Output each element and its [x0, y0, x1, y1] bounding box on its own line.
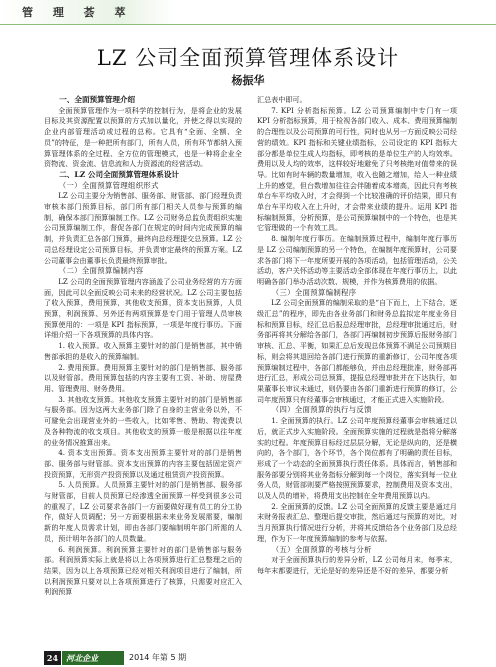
paragraph: 3. 其他收支预算。其他收支预算主要针对的部门是销售部与服务部。因为这两大业务部门除了自身的主营业务以外，不可避免会出现营业外的一些收入，比如零售、赞助、物流费以及各种物流的收支项目。其他收支的预算一般是根据以往年度的业务情况推算出来。: [44, 394, 242, 447]
page-header: [0, 0, 496, 28]
paragraph: 汇总表中即可。: [257, 95, 307, 104]
right-column: [257, 95, 457, 577]
column-name: 管 理 荟 萃: [22, 6, 134, 19]
paragraph: LZ 公司全面预算的编制采取的是“自下而上，上下结合，逐级汇总”的程序，即先由各业务部门和财务总监拟定年度业务目标和预算目标，经汇总后报总经理审批，总经理审批通过后，财务部再将其分解给各部门，各部门再编制初步预算后报财务部门审核、汇总、平衡，如果汇总后发现总体预算不满足公司预期目标，则会将其退回给各部门进行预算的重新修订，公司年度各项预算编制过程中，各部门都能够负，并由总经理批准，财务部再进行汇总，形成公司总预算，提报总经理审批并在下达执行，如果董事长审议未通过，则仍要由各部门重新进行预算的修订，公司年度预算只有经董事会审核通过，才能正式进入实施阶段。: [257, 298, 457, 404]
paragraph: 7. KPI 分析指标预算。LZ 公司预算编制中专门有一项 KPI 分析指标预算，用于检视各部门收入、成本、费用预算编制的合理性以及公司预算的可行性，同时也从另一方面反映公司经营的绩效。KPI 指标和关键业绩指标，公司设定的 KPI 指标大部分都是单位生成人均指标，即考核的是单位生产的人均效率。费用以及人均的效率，这样较好地避免了只考核绝对值带来的误导。比如有时车辆的数量增加，收入也随之增加，给人一种业绩上升的感觉，但台数增加往往会伴随着成本增高，因此只有考核单台车平均收入时，才会得到一个比较准确的评价结果，即只有单台车平均收入在上升时，才会带来业绩的提升。运用 KPI 指标编制预算，分析预算，是公司预算编制中的一个特色，也是其它管理做的一个有效工具。: [257, 105, 457, 233]
header-rule: [0, 24, 496, 25]
paragraph: 6. 利润预算。利润预算主要针对的部门是销售部与服务部。利润预算实际上就是将以上各项预算进行汇总整理之后的结果，因为以上各项预算已经对相关利润项目进行了编制，所以利润预算只要对以上各项预算进行了核算，只需要对应汇入利润预算: [44, 544, 242, 597]
issue-label: 2014 年第 5 期: [129, 653, 187, 662]
page-number: 24: [44, 651, 61, 665]
paragraph: 2. 费用预算。费用预算主要针对的部门是销售部、服务部以及财管部。费用预算包括的内容主要有工资、补助、房屋费用、管理费用、财务费用。: [44, 362, 242, 393]
section-heading: 一、全面预算管理介绍: [59, 95, 136, 104]
section-heading: （四）全面预算的执行与反馈: [271, 405, 372, 415]
magazine-name: 河北企业: [62, 651, 124, 665]
paragraph: 1. 收入预算。收入预算主要针对的部门是销售部，其中销售部承担的是收入的预算编制。: [44, 341, 242, 361]
section-heading: （三）全面预算编制程序: [271, 287, 357, 297]
section-heading: （一）全面预算管理组织形式: [58, 180, 159, 190]
article-author: 杨振华: [231, 74, 265, 87]
paragraph: 全面预算管理作为一项科学的控制行为，是将企业的发展目标及其资源配置以预算的方式加以量化，并使之得以实现的企业内部管理活动或过程的总称。它具有“全面、全额、全员”的特征，是一种把所有部门，所有人员，所有环节都纳入预算管理体系的全过程、全方位的管理模式，也是一种将企业全资物流、资金流、信息流和人力资源流的经营活动。: [44, 105, 242, 169]
paragraph: 5. 人员预算。人员预算主要针对的部门是销售部、服务部与财管部，目前人员预算已经渗透全面预算一样受到很多公司的重视了，LZ 公司要求各部门一方面要做好现有员工的分工协作，做好人员调配；另一方面要根据未来业务发展需要，编制新的年度人员需求计划，即由各部门要编制明年部门所需的人员，预计明年各部门的人员数量。: [44, 480, 242, 543]
section-heading: 二、LZ 公司全面预算管理体系设计: [59, 169, 180, 179]
left-column: [44, 95, 242, 598]
paragraph: LZ 公司主要分为销售部、服务部、财管部、部门经理负责审核本部门预算目标，部门所有部门相关人员参与预算的编制，确保本部门预算编制工作。LZ 公司财务总监负责组织实施公司预算编制工作，督促各部门在规定的时间内完成预算的编制，并负责汇总各部门预算，最终向总经理提交总预算。LZ 公司总经理设定公司预算目标，并负责审定最终的预算方案。LZ 公司董事会由董事长负责最终预算审批。: [44, 191, 242, 265]
paragraph: 1. 全面预算的执行。LZ 公司年度预算经董事会审核通过以后，就正式步入实施阶段。全面预算实施的过程就是指将分解落实的过程。年度预算目标经过层层分解，无论是纵向的，还是横向的，各个部门，各个环节，各个岗位都有了明确的责任目标，形成了一个动态的全面预算执行责任体系。具体而言，销售部和服务部要分别将其业务指标分解到每一个岗位，落实到每一位业务人员，财管部则要严格按照预算要求，控制费用及资本支出，以及人员的增补，将费用支出控制在全年费用预算以内。: [257, 416, 457, 501]
article-title: LZ 公司全面预算管理体系设计: [96, 46, 400, 70]
paragraph: 4. 资本支出预算。资本支出预算主要针对的部门是销售部、服务部与财管部。资本支出预算的内容主要包括固定资产投资预算，无形资产投资预算以及通过租赁资产投资预算。: [44, 448, 242, 479]
paragraph: 2. 全面预算的反馈。LZ 公司全面预算的反馈主要是通过月末财务报表汇总、整理后提交审批，然后通过与预算的对比，对当月预算执行情况进行分析，并将其反馈给各个业务部门及总经理，作为下一年度预算编制的参考与依据。: [257, 501, 457, 543]
paragraph: LZ 公司的全面预算管理内容涵盖了公司业务经营的方方面面，因此可以全面反映公司未来的经营状况。LZ 公司主要包括了收入预算，费用预算，其他收支预算，资本支出预算，人员预算，利润预算、另外还有两项预算是专门用于管理人员审核预算使用的：一项是 KPI 指标预算，一项是年度行事历。下面详细介绍一下各项预算的具体内容。: [44, 276, 242, 340]
paragraph: 8. 编制年度行事历。在编制预算过程中，编制年度行事历是 LZ 公司编制预算的另一个特色，在编制年度预算时，公司要求各部门将下一年度所要开展的各项活动，包括管理活动，公关活动，客户关怀活动等主要活动全部体现在年度行事历上，以此明确各部门举办活动次数、规模，并作为核算费用的依据。: [257, 234, 457, 286]
section-heading: （五）全面预算的考核与分析: [271, 544, 372, 554]
paragraph: 对于全面预算执行的差异分析，LZ 公司每月末，每季末，每年末都要进行，无论是好的差异还是不好的差异，都要分析: [257, 555, 457, 575]
section-heading: （二）全面预算编制内容: [58, 266, 144, 276]
page-footer: [44, 651, 204, 665]
